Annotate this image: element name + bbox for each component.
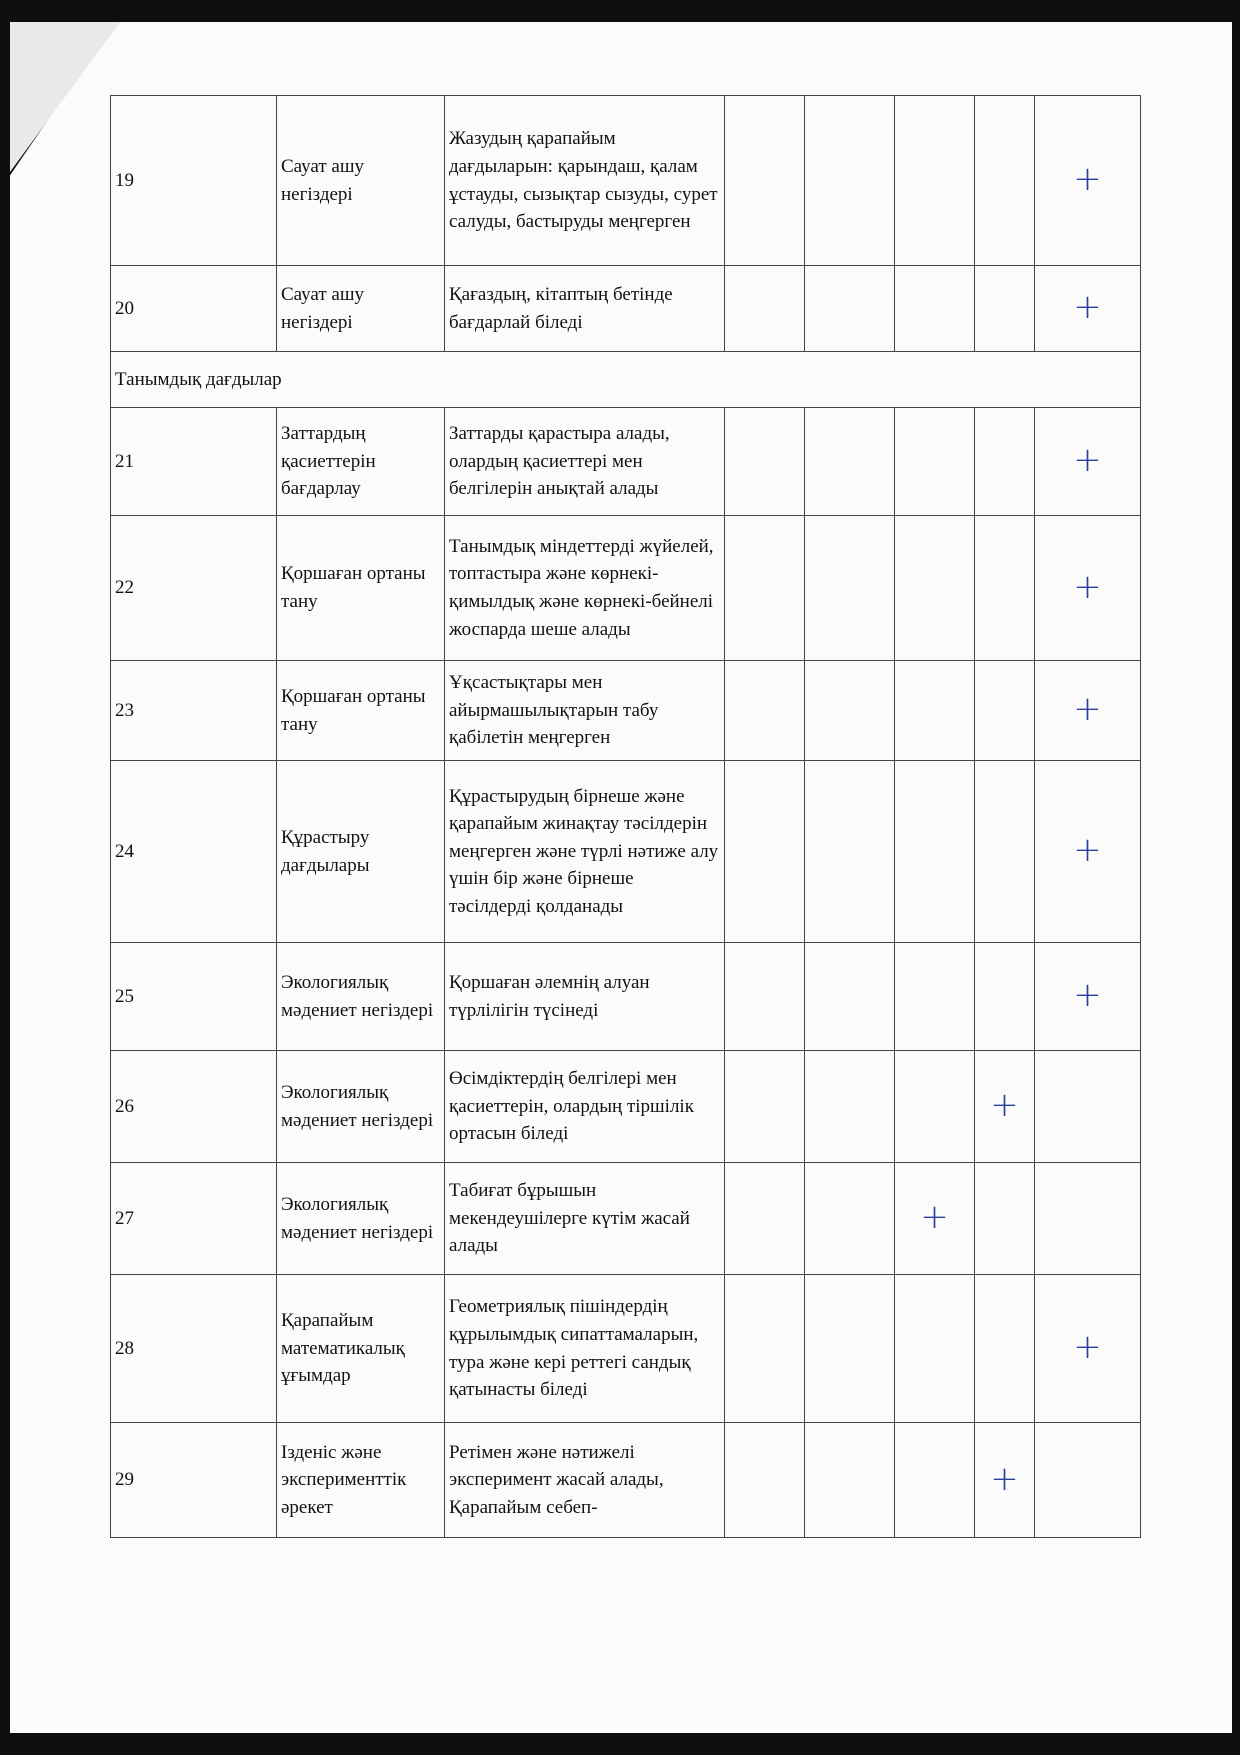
skill-description: Геометриялық пішіндердің құрылымдық сипаттамаларын, тура және кері реттегі сандық қатынасты біледі	[445, 1275, 725, 1423]
mark-cell	[805, 1423, 895, 1538]
mark-cell	[975, 761, 1035, 943]
mark-cell	[1035, 516, 1141, 661]
mark-cell	[805, 943, 895, 1051]
skill-area: Ізденіс және эксперименттік әрекет	[277, 1423, 445, 1538]
mark-cell	[895, 96, 975, 266]
skill-description: Ретімен және нәтижелі эксперимент жасай алады, Қарапайым себеп-	[445, 1423, 725, 1538]
mark-cell	[895, 1423, 975, 1538]
skill-description: Ұқсастықтары мен айырмашылықтарын табу қабілетін меңгерген	[445, 661, 725, 761]
mark-cell	[895, 761, 975, 943]
table-body-top	[111, 96, 1141, 352]
scan-border-top	[0, 0, 1240, 22]
mark-cell	[895, 1275, 975, 1423]
mark-cell	[1035, 1051, 1141, 1163]
check-mark: +	[990, 1085, 1019, 1126]
skill-description: Табиғат бұрышын мекендеушілерге күтім жасай алады	[445, 1163, 725, 1275]
mark-cell	[895, 661, 975, 761]
row-number: 23	[111, 661, 277, 761]
check-mark: +	[1073, 830, 1102, 871]
table-row	[111, 1275, 1141, 1423]
scan-border-bottom	[0, 1733, 1240, 1755]
mark-cell	[725, 761, 805, 943]
mark-cell	[805, 1163, 895, 1275]
table-row	[111, 761, 1141, 943]
row-number: 26	[111, 1051, 277, 1163]
table-row	[111, 408, 1141, 516]
mark-cell	[1035, 408, 1141, 516]
skill-area: Қоршаған ортаны тану	[277, 661, 445, 761]
mark-cell	[805, 761, 895, 943]
mark-cell	[895, 1051, 975, 1163]
mark-cell	[805, 96, 895, 266]
row-number: 28	[111, 1275, 277, 1423]
mark-cell	[1035, 943, 1141, 1051]
skill-description: Жазудың қарапайым дағдыларын: қарындаш, қалам ұстауды, сызықтар сызуды, сурет салуды, бастыруды меңгерген	[445, 96, 725, 266]
check-mark: +	[1073, 689, 1102, 730]
mark-cell	[725, 96, 805, 266]
skill-area: Экологиялық мәдениет негіздері	[277, 1163, 445, 1275]
mark-cell	[975, 96, 1035, 266]
section-title: Танымдық дағдылар	[111, 352, 1141, 408]
skill-description: Өсімдіктердің белгілері мен қасиеттерін, олардың тіршілік ортасын біледі	[445, 1051, 725, 1163]
table-row	[111, 96, 1141, 266]
mark-cell	[975, 1051, 1035, 1163]
folded-corner	[10, 22, 120, 172]
skill-area: Сауат ашу негіздері	[277, 96, 445, 266]
skill-description: Қағаздың, кітаптың бетінде бағдарлай біледі	[445, 266, 725, 352]
row-number: 24	[111, 761, 277, 943]
mark-cell	[805, 1051, 895, 1163]
check-mark: +	[1073, 287, 1102, 328]
scan-border-right	[1232, 0, 1240, 1755]
mark-cell	[975, 1163, 1035, 1275]
mark-cell	[725, 1163, 805, 1275]
skill-area: Қарапайым математикалық ұғымдар	[277, 1275, 445, 1423]
mark-cell	[725, 408, 805, 516]
mark-cell	[805, 661, 895, 761]
mark-cell	[895, 408, 975, 516]
row-number: 29	[111, 1423, 277, 1538]
skill-area: Қоршаған ортаны тану	[277, 516, 445, 661]
skill-area: Экологиялық мәдениет негіздері	[277, 943, 445, 1051]
mark-cell	[1035, 1423, 1141, 1538]
skill-area: Экологиялық мәдениет негіздері	[277, 1051, 445, 1163]
table-row	[111, 661, 1141, 761]
check-mark: +	[1073, 440, 1102, 481]
mark-cell	[975, 661, 1035, 761]
row-number: 27	[111, 1163, 277, 1275]
mark-cell	[725, 1275, 805, 1423]
mark-cell	[895, 1163, 975, 1275]
mark-cell	[805, 516, 895, 661]
check-mark: +	[1073, 975, 1102, 1016]
mark-cell	[725, 943, 805, 1051]
mark-cell	[1035, 266, 1141, 352]
check-mark: +	[990, 1458, 1019, 1499]
mark-cell	[805, 408, 895, 516]
mark-cell	[1035, 1163, 1141, 1275]
mark-cell	[1035, 1275, 1141, 1423]
row-number: 19	[111, 96, 277, 266]
mark-cell	[975, 266, 1035, 352]
skill-description: Қоршаған әлемнің алуан түрлілігін түсінеді	[445, 943, 725, 1051]
mark-cell	[1035, 661, 1141, 761]
check-mark: +	[920, 1197, 949, 1238]
mark-cell	[895, 516, 975, 661]
mark-cell	[975, 516, 1035, 661]
mark-cell	[805, 1275, 895, 1423]
mark-cell	[975, 1275, 1035, 1423]
mark-cell	[895, 266, 975, 352]
row-number: 22	[111, 516, 277, 661]
skill-area: Сауат ашу негіздері	[277, 266, 445, 352]
skill-description: Құрастырудың бірнеше және қарапайым жинақтау тәсілдерін меңгерген және түрлі нәтиже алу үшін бір және бірнеше тәсілдерді қолданады	[445, 761, 725, 943]
skill-area: Құрастыру дағдылары	[277, 761, 445, 943]
mark-cell	[725, 1051, 805, 1163]
table-row	[111, 266, 1141, 352]
mark-cell	[1035, 761, 1141, 943]
row-number: 20	[111, 266, 277, 352]
table-row	[111, 943, 1141, 1051]
table-body-bottom	[111, 408, 1141, 1538]
mark-cell	[725, 266, 805, 352]
table-row	[111, 1163, 1141, 1275]
table-row	[111, 1051, 1141, 1163]
table-row	[111, 1423, 1141, 1538]
check-mark: +	[1073, 159, 1102, 200]
table-row	[111, 516, 1141, 661]
mark-cell	[975, 943, 1035, 1051]
row-number: 21	[111, 408, 277, 516]
mark-cell	[975, 408, 1035, 516]
assessment-table	[110, 95, 1141, 1538]
check-mark: +	[1073, 566, 1102, 607]
section-header-row	[111, 352, 1141, 408]
mark-cell	[725, 661, 805, 761]
check-mark: +	[1073, 1327, 1102, 1368]
skill-description: Заттарды қарастыра алады, олардың қасиеттері мен белгілерін анықтай алады	[445, 408, 725, 516]
skill-area: Заттардың қасиеттерін бағдарлау	[277, 408, 445, 516]
mark-cell	[1035, 96, 1141, 266]
mark-cell	[725, 516, 805, 661]
mark-cell	[975, 1423, 1035, 1538]
mark-cell	[725, 1423, 805, 1538]
scan-border-left	[0, 0, 10, 1755]
row-number: 25	[111, 943, 277, 1051]
skill-description: Танымдық міндеттерді жүйелей, топтастыра және көрнекі-қимылдық және көрнекі-бейнелі жоспарда шеше алады	[445, 516, 725, 661]
mark-cell	[805, 266, 895, 352]
mark-cell	[895, 943, 975, 1051]
